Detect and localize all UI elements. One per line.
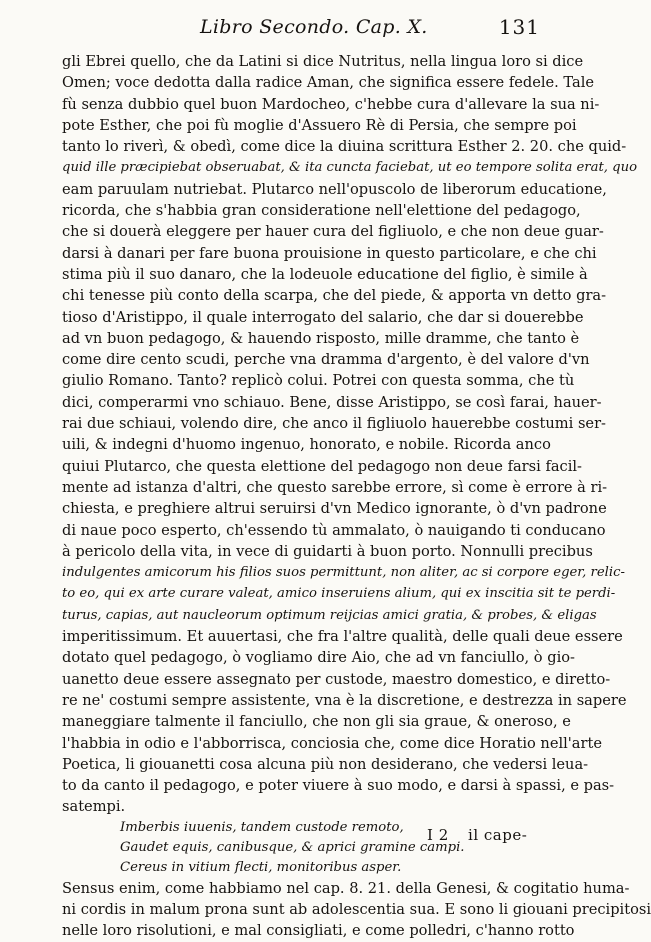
text-line: chi tenesse più conto della scarpa, che del piede, & apporta vn detto gra-	[62, 287, 607, 305]
text-line: ricorda, che s'habbia gran consideratione nell'elettione del pedagogo,	[62, 202, 581, 220]
text-line: Gaudet equis, canibusque, & aprici gramine campi.	[120, 839, 465, 855]
text-line: re ne' costumi sempre assistente, vna è la discretione, e destrezza in sapere	[62, 691, 627, 709]
page-footer	[427, 826, 527, 844]
text-line: gli Ebrei quello, che da Latini si dice Nutritus, nella lingua loro si dice	[62, 53, 584, 70]
text-line: nelle loro risolutioni, e mal consigliati, e come polledri, c'hanno rotto	[62, 922, 575, 940]
text-line: dici, comperarmi vno schiauo. Bene, disse Aristippo, se così farai, hauer-	[62, 393, 602, 411]
text-line: giulio Romano. Tanto? replicò colui. Potrei con questa somma, che tù	[62, 372, 575, 390]
page-header	[0, 14, 644, 44]
text-line: stima più il suo danaro, che la lodeuole educatione del figlio, è simile à	[62, 265, 588, 283]
text-line: turus, capias, aut naucleorum optimum reijcias amici gratia, & probes, & eligas	[62, 607, 597, 623]
text-line: Poetica, li giouanetti cosa alcuna più non desiderano, che vedersi leua-	[62, 755, 589, 773]
text-line: indulgentes amicorum his filios suos permittunt, non aliter, ac si corpore eger, relic-	[62, 565, 625, 581]
text-line: rai due schiaui, volendo dire, che anco il figliuolo hauerebbe costumi ser-	[62, 415, 606, 433]
text-line: à pericolo della vita, in vece di guidarti à buon porto. Nonnulli precibus	[62, 542, 593, 560]
text-line: Omen; voce dedotta dalla radice Aman, che significa essere fedele. Tale	[62, 74, 595, 92]
closing-paragraph	[62, 878, 651, 942]
main-paragraph	[62, 51, 638, 818]
text-line: to eo, qui ex arte curare valeat, amico inseruiens alium, qui ex inscitia sit te perdi-	[62, 586, 616, 602]
text-line: Cereus in vitium flecti, monitoribus asper.	[120, 859, 402, 875]
text-line: Imberbis iuuenis, tandem custode remoto,	[120, 819, 404, 835]
text-line: fù senza dubbio quel buon Mardocheo, c'hebbe cura d'allevare la sua ni-	[62, 95, 600, 113]
text-line: tanto lo riverì, & obedì, come dice la diuina scrittura Esther 2. 20. che quid-	[62, 138, 627, 156]
text-line: uanetto deue essere assegnato per custode, maestro domestico, e diretto-	[62, 670, 611, 688]
text-line: che si douerà eleggere per hauer cura del figliuolo, e che non deue guar-	[62, 223, 604, 241]
text-line: uili, & indegni d'huomo ingenuo, honorato, e nobile. Ricorda anco	[62, 436, 551, 454]
text-line: ni cordis in malum prona sunt ab adolescentia sua. E sono li giouani precipitosi	[62, 900, 651, 918]
text-line: di naue poco esperto, ch'essendo tù ammalato, ò nauigando ti conducano	[62, 521, 606, 539]
text-line: come dire cento scudi, perche vna dramma d'argento, è del valore d'vn	[62, 351, 590, 369]
text-line: chiesta, e preghiere altrui seruirsi d'vn Medico ignorante, ò d'vn padrone	[62, 500, 607, 518]
text-line: to da canto il pedagogo, e poter viuere à suo modo, e darsi à spassi, e pas-	[62, 777, 615, 795]
text-line: quiui Plutarco, che questa elettione del pedagogo non deue farsi facil-	[62, 457, 582, 475]
text-line: darsi à danari per fare buona prouisione in questo particolare, e che chi	[62, 244, 597, 262]
text-line: l'habbia in odio e l'abborrisca, conciosia che, come dice Horatio nell'arte	[62, 734, 602, 752]
text-line: satempi.	[62, 798, 126, 816]
text-line: tioso d'Aristippo, il quale interrogato del salario, che dar si douerebbe	[62, 308, 584, 326]
text-line: eam paruulam nutriebat. Plutarco nell'opuscolo de liberorum educatione,	[62, 180, 607, 198]
page-number: 131	[498, 15, 540, 39]
text-line: pote Esther, che poi fù moglie d'Assuero Rè di Persia, che sempre poi	[62, 116, 577, 134]
text-line: mente ad istanza d'altri, che questo sarebbe errore, sì come è errore à ri-	[62, 478, 608, 496]
text-line: imperitissimum. Et auuertasi, che fra l'altre qualità, delle quali deue essere	[62, 628, 623, 646]
text-line: ad vn buon pedagogo, & hauendo risposto, mille dramme, che tanto è	[62, 329, 580, 347]
text-line: dotato quel pedagogo, ò vogliamo dire Aio, che ad vn fanciullo, ò gio-	[62, 649, 575, 667]
running-head: Libro Secondo. Cap. X.	[200, 16, 428, 38]
body-text	[62, 51, 651, 942]
text-line: quid ille præcipiebat obseruabat, & ita cuncta faciebat, ut eo tempore solita erat, quo	[62, 160, 638, 176]
text-line: Sensus enim, come habbiamo nel cap. 8. 21. della Genesi, & cogitatio huma-	[62, 879, 630, 897]
text-line: maneggiare talmente il fanciullo, che non gli sia graue, & oneroso, e	[62, 713, 571, 731]
catchword: il cape-	[468, 826, 528, 844]
signature-mark: I 2	[427, 826, 449, 844]
